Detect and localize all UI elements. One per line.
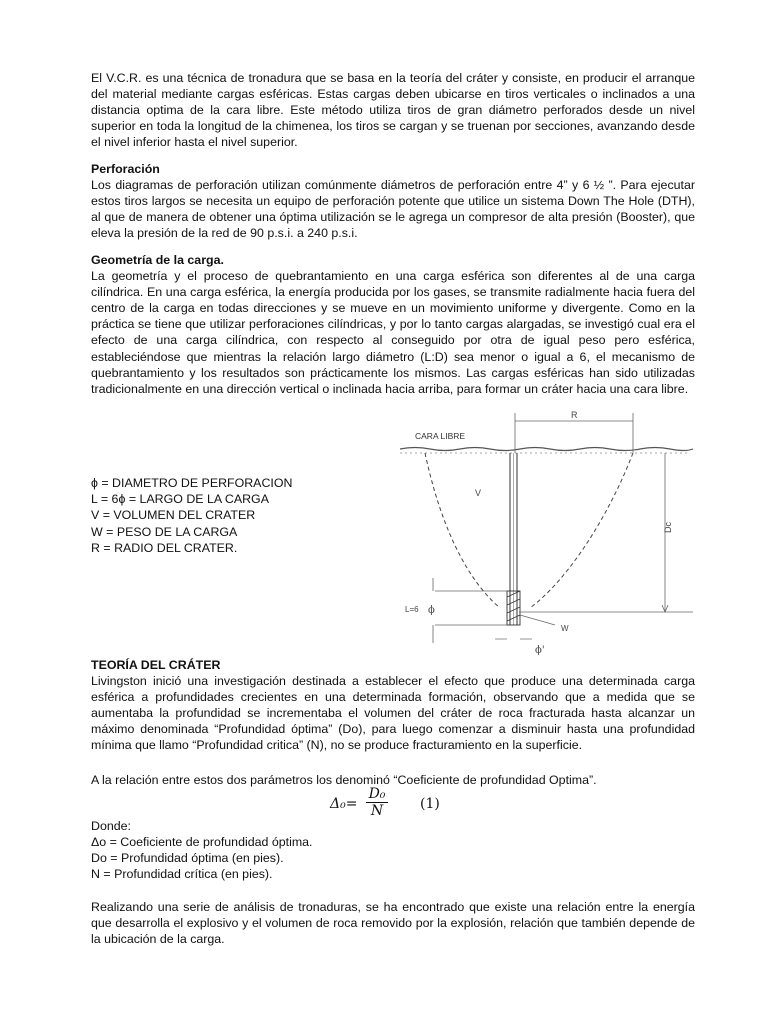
intro-paragraph: El V.C.R. es una técnica de tronadura que se basa en la teoría del cráter y consiste, en producir el arranque del material mediante cargas esféricas. Estas cargas deben ubicarse en tiros verticales o inclinados a una distancia optima de la cara libre. Este método utiliza tiros de gran diámetro perforados desde un nivel superior en toda la longitud de la chimenea, los tiros se cargan y se truenan por secciones, avanzando desde el nivel inferior hasta el nivel superior. bbox=[91, 71, 695, 150]
legend-item: R = RADIO DEL CRATER. bbox=[91, 540, 238, 555]
crater-diagram bbox=[395, 403, 695, 655]
legend-item: W = PESO DE LA CARGA bbox=[91, 524, 238, 539]
donde-label: Donde: bbox=[91, 819, 131, 833]
phi-prime-label: ϕ' bbox=[535, 645, 545, 655]
phi-label: ϕ bbox=[428, 605, 435, 616]
w-leader bbox=[520, 615, 555, 625]
legend-item: ϕ = DIAMETRO DE PERFORACION bbox=[91, 476, 293, 490]
final-paragraph: Realizando una serie de análisis de tronaduras, se ha encontrado que existe una relación entre la energía que desarrolla el explosivo y el volumen de roca removido por la explosión, relación que también depende de la ubicación de la carga. bbox=[91, 900, 695, 947]
cara-libre-label: CARA LIBRE bbox=[415, 431, 466, 441]
perforacion-section bbox=[91, 161, 695, 241]
formula-numerator: D₀ bbox=[366, 786, 388, 803]
legend-item: L = 6ϕ = LARGO DE LA CARGA bbox=[91, 492, 269, 507]
geometria-heading: Geometría de la carga. bbox=[91, 253, 224, 267]
diagram-legend bbox=[91, 475, 292, 556]
formula-number: (1) bbox=[420, 796, 440, 812]
dc-label: Dc bbox=[663, 522, 673, 533]
donde-section bbox=[91, 818, 695, 882]
donde-item: N = Profundidad crítica (en pies). bbox=[91, 867, 273, 882]
w-label: W bbox=[561, 624, 569, 633]
formula-fraction bbox=[366, 786, 388, 819]
relacion-paragraph: A la relación entre estos dos parámetros los denominó “Coeficiente de profundidad Optima”. bbox=[91, 773, 597, 787]
perforacion-heading: Perforación bbox=[91, 162, 160, 176]
geometria-section bbox=[91, 252, 695, 397]
perforacion-text: Los diagramas de perforación utilizan comúnmente diámetros de perforación entre 4” y 6 ½ ”. Para ejecutar estos tiros largos se necesita un equipo de perforación potente que utilice un sistema Down The Hole (DTH), al que de manera de obtener una óptima utilización se le agrega un compresor de alta presión (Booster), que eleva la presión de la red de 90 p.s.i. a 240 p.s.i. bbox=[91, 178, 695, 241]
crater-left-edge bbox=[425, 453, 500, 608]
teoria-heading: TEORÍA DEL CRÁTER bbox=[91, 658, 221, 672]
v-label: V bbox=[475, 488, 482, 498]
formula-lhs: Δ₀= bbox=[330, 796, 358, 812]
geometria-text: La geometría y el proceso de quebrantamiento en una carga esférica son diferentes al de una carga cilíndrica. En una carga esférica, la energía producida por los gases, se transmite radialmente hacia fuera del centro de la carga en todas direcciones y se mueve en un movimiento uniforme y divergente. Como en la práctica se tiene que utilizar perforaciones cilíndricas, y por lo tanto cargas alargadas, se investigó cual era el efecto de una carga cilíndrica, con respecto al conseguido por otra de igual peso pero esférica, estableciéndose que mientras la relación largo diámetro (L:D) sea menor o igual a 6, el mecanismo de quebrantamiento y los resultados son prácticamente los mismos. Las cargas esféricas han sido utilizadas tradicionalmente en una dirección vertical o inclinada hacia arriba, para formar un cráter hacia una cara libre. bbox=[91, 269, 695, 396]
coefficient-formula bbox=[330, 786, 480, 822]
teoria-section bbox=[91, 657, 695, 754]
r-label: R bbox=[571, 410, 578, 420]
donde-item: Δo = Coeficiente de profundidad óptima. bbox=[91, 835, 313, 850]
free-surface-line bbox=[400, 448, 693, 451]
formula-denominator: N bbox=[370, 803, 384, 819]
donde-item: Do = Profundidad óptima (en pies). bbox=[91, 851, 284, 866]
crater-right-edge bbox=[530, 453, 633, 608]
teoria-text: Livingston inició una investigación destinada a establecer el efecto que produce una determinada carga esférica a profundidades crecientes en una determinada formación, observando que a medida que se aumentaba la profundidad se incrementaba el volumen del cráter de roca fracturada hasta alcanzar un máximo denominada “Profundidad óptima” (Do), para luego comenzar a disminuir hasta una profundidad mínima que llamo “Profundidad critica” (N), no se produce fracturamiento en la superficie. bbox=[91, 674, 695, 753]
legend-item: V = VOLUMEN DEL CRATER bbox=[91, 508, 256, 523]
l6-label: L=6 bbox=[405, 605, 419, 614]
